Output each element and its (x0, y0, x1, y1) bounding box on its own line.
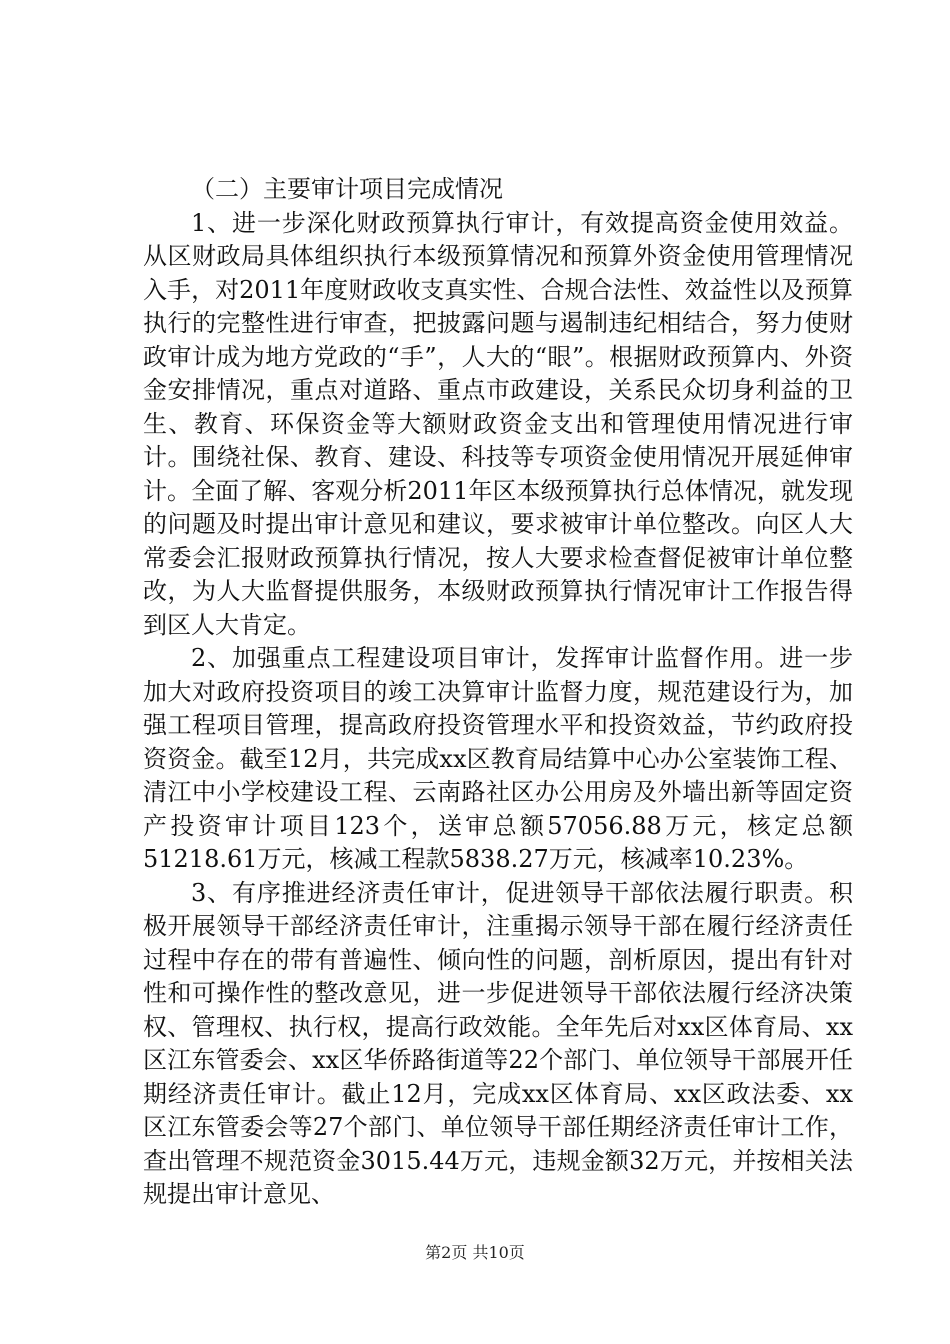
paragraph-responsibility-audit: 3、有序推进经济责任审计，促进领导干部依法履行职责。积极开展领导干部经济责任审计，注重揭示领导干部在履行经济责任过程中存在的带有普遍性、倾向性的问题，剖析原因，提出有针对性和可操作性的整改意见，进一步促进领导干部依法履行经济决策权、管理权、执行权，提高行政效能。全年先后对xx区体育局、xx区江东管委会、xx区华侨路街道等22个部门、单位领导干部展开任期经济责任审计。截止12月，完成xx区体育局、xx区政法委、xx区江东管委会等27个部门、单位领导干部任期经济责任审计工作，查出管理不规范资金3015.44万元，违规金额32万元，并按相关法规提出审计意见、 (143, 878, 853, 1208)
page-number-footer: 第2页 共10页 (425, 1243, 525, 1262)
document-body (143, 173, 853, 1212)
paragraph-budget-audit: 1、进一步深化财政预算执行审计，有效提高资金使用效益。从区财政局具体组织执行本级预算情况和预算外资金使用管理情况入手，对2011年度财政收支真实性、合规合法性、效益性以及预算执行的完整性进行审查，把披露问题与遏制违纪相结合，努力使财政审计成为地方党政的“手”，人大的“眼”。根据财政预算内、外资金安排情况，重点对道路、重点市政建设，关系民众切身利益的卫生、教育、环保资金等大额财政资金支出和管理使用情况进行审计。围绕社保、教育、建设、科技等专项资金使用情况开展延伸审计。全面了解、客观分析2011年区本级预算执行总体情况，就发现的问题及时提出审计意见和建议，要求被审计单位整改。向区人大常委会汇报财政预算执行情况，按人大要求检查督促被审计单位整改，为人大监督提供服务，本级财政预算执行情况审计工作报告得到区人大肯定。 (143, 208, 853, 639)
section-heading: （二）主要审计项目完成情况 (191, 175, 503, 203)
paragraph-engineering-audit: 2、加强重点工程建设项目审计，发挥审计监督作用。进一步加大对政府投资项目的竣工决算审计监督力度，规范建设行为，加强工程项目管理，提高政府投资管理水平和投资效益，节约政府投资资金。截至12月，共完成xx区教育局结算中心办公室装饰工程、清江中小学校建设工程、云南路社区办公用房及外墙出新等固定资产投资审计项目123个，送审总额57056.88万元，核定总额51218.61万元，核减工程款5838.27万元，核减率10.23%。 (143, 644, 853, 873)
